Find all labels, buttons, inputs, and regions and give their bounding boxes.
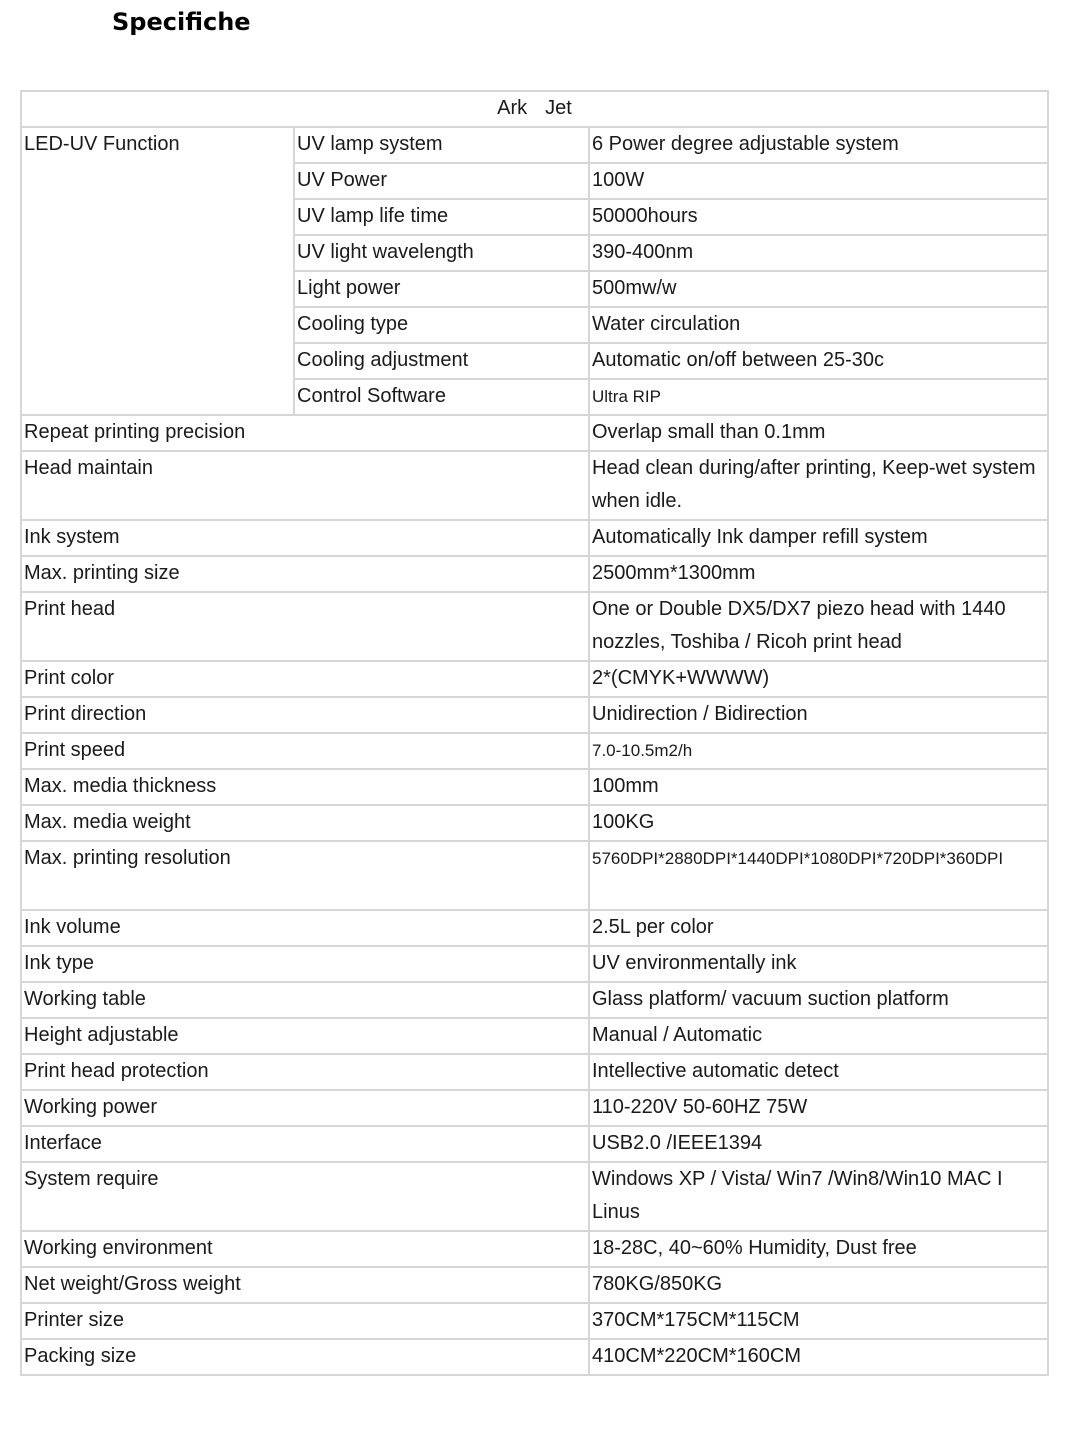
spec-value: 7.0-10.5m2/h: [589, 733, 1048, 769]
page-title: Specifiche: [112, 8, 251, 36]
group-label: LED-UV Function: [21, 127, 294, 415]
table-row: [21, 556, 1048, 592]
table-row: [21, 415, 1048, 451]
table-row: [21, 982, 1048, 1018]
table-row: [21, 1267, 1048, 1303]
spec-name: Working environment: [21, 1231, 589, 1267]
spec-value: Head clean during/after printing, Keep-wet system when idle.: [589, 451, 1048, 520]
spec-value: One or Double DX5/DX7 piezo head with 1440 nozzles, Toshiba / Ricoh print head: [589, 592, 1048, 661]
spec-name: Repeat printing precision: [21, 415, 589, 451]
table-row: [21, 910, 1048, 946]
spec-value: UV environmentally ink: [589, 946, 1048, 982]
table-row: [21, 520, 1048, 556]
spec-name: Print direction: [21, 697, 589, 733]
spec-value: 5760DPI*2880DPI*1440DPI*1080DPI*720DPI*360DPI: [589, 841, 1048, 910]
spec-name: Head maintain: [21, 451, 589, 520]
table-row: [21, 127, 1048, 163]
spec-name: UV Power: [294, 163, 589, 199]
table-row: [21, 1126, 1048, 1162]
spec-name: Packing size: [21, 1339, 589, 1375]
model-name: Jet: [545, 97, 572, 119]
spec-value: 6 Power degree adjustable system: [589, 127, 1048, 163]
spec-value: 100W: [589, 163, 1048, 199]
table-row: [21, 1339, 1048, 1375]
spec-value: 500mw/w: [589, 271, 1048, 307]
spec-value: 50000hours: [589, 199, 1048, 235]
spec-name: Print color: [21, 661, 589, 697]
spec-value: 370CM*175CM*115CM: [589, 1303, 1048, 1339]
spec-value: Water circulation: [589, 307, 1048, 343]
brand-name: Ark: [497, 97, 528, 119]
spec-value: Manual / Automatic: [589, 1018, 1048, 1054]
spec-value: Windows XP / Vista/ Win7 /Win8/Win10 MAC I Linus: [589, 1162, 1048, 1231]
spec-name: Printer size: [21, 1303, 589, 1339]
table-row: [21, 1090, 1048, 1126]
table-row: [21, 733, 1048, 769]
spec-value: 100mm: [589, 769, 1048, 805]
spec-name: Max. printing resolution: [21, 841, 589, 910]
spec-value: Automatic on/off between 25-30c: [589, 343, 1048, 379]
spec-name: Net weight/Gross weight: [21, 1267, 589, 1303]
spec-name: Ink type: [21, 946, 589, 982]
spec-name: Cooling type: [294, 307, 589, 343]
table-header-row: [21, 91, 1048, 127]
table-row: [21, 592, 1048, 661]
table-row: [21, 661, 1048, 697]
spec-value: 390-400nm: [589, 235, 1048, 271]
table-row: [21, 697, 1048, 733]
table-row: [21, 1162, 1048, 1231]
spec-value: 410CM*220CM*160CM: [589, 1339, 1048, 1375]
spec-name: Light power: [294, 271, 589, 307]
spec-table: [20, 90, 1049, 1376]
spec-value: 18-28C, 40~60% Humidity, Dust free: [589, 1231, 1048, 1267]
table-row: [21, 841, 1048, 910]
table-row: [21, 805, 1048, 841]
spec-value: 780KG/850KG: [589, 1267, 1048, 1303]
spec-value: Ultra RIP: [589, 379, 1048, 415]
spec-name: Working table: [21, 982, 589, 1018]
spec-name: UV light wavelength: [294, 235, 589, 271]
spec-value: 100KG: [589, 805, 1048, 841]
table-row: [21, 1303, 1048, 1339]
spec-name: Max. media weight: [21, 805, 589, 841]
table-row: [21, 1018, 1048, 1054]
table-row: [21, 451, 1048, 520]
spec-name: Working power: [21, 1090, 589, 1126]
table-row: [21, 1231, 1048, 1267]
spec-name: Print head protection: [21, 1054, 589, 1090]
spec-value: 2*(CMYK+WWWW): [589, 661, 1048, 697]
spec-name: Control Software: [294, 379, 589, 415]
spec-value: Overlap small than 0.1mm: [589, 415, 1048, 451]
spec-value: Automatically Ink damper refill system: [589, 520, 1048, 556]
spec-name: System require: [21, 1162, 589, 1231]
spec-value: Unidirection / Bidirection: [589, 697, 1048, 733]
spec-name: UV lamp life time: [294, 199, 589, 235]
spec-name: Cooling adjustment: [294, 343, 589, 379]
table-header-cell: [21, 91, 1048, 127]
spec-value: 110-220V 50-60HZ 75W: [589, 1090, 1048, 1126]
spec-name: Print speed: [21, 733, 589, 769]
spec-name: Print head: [21, 592, 589, 661]
table-row: [21, 769, 1048, 805]
spec-value: USB2.0 /IEEE1394: [589, 1126, 1048, 1162]
spec-name: Ink volume: [21, 910, 589, 946]
spec-value: Intellective automatic detect: [589, 1054, 1048, 1090]
spec-name: Interface: [21, 1126, 589, 1162]
spec-value: 2.5L per color: [589, 910, 1048, 946]
spec-value: 2500mm*1300mm: [589, 556, 1048, 592]
table-row: [21, 946, 1048, 982]
spec-value: Glass platform/ vacuum suction platform: [589, 982, 1048, 1018]
table-row: [21, 1054, 1048, 1090]
spec-name: Height adjustable: [21, 1018, 589, 1054]
spec-name: Max. printing size: [21, 556, 589, 592]
spec-name: UV lamp system: [294, 127, 589, 163]
spec-name: Ink system: [21, 520, 589, 556]
spec-name: Max. media thickness: [21, 769, 589, 805]
